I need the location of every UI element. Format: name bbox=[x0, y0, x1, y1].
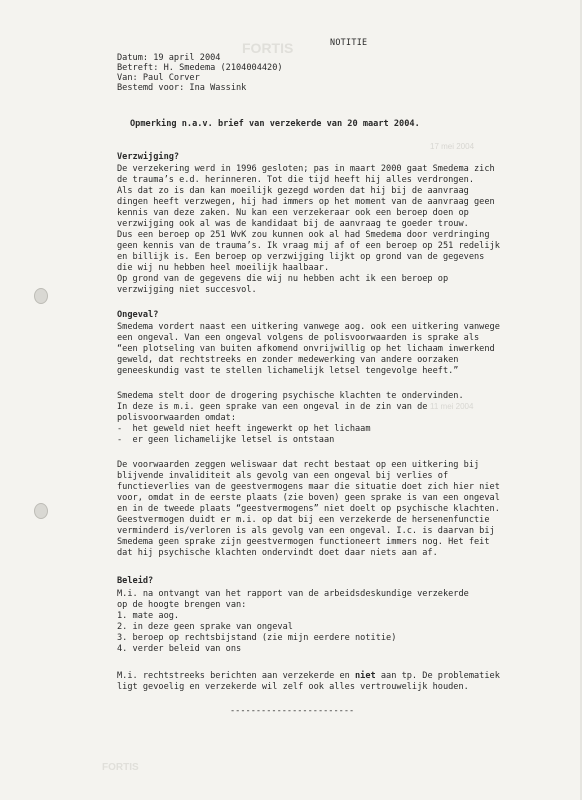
body-line: Smedema stelt door de drogering psychische klachten te ondervinden. bbox=[117, 391, 464, 401]
closing-line: ligt gevoelig en verzekerde wil zelf ook alles vertrouwelijk houden. bbox=[117, 682, 469, 692]
body-line: een ongeval. Van een ongeval volgens de polisvoorwaarden is sprake als bbox=[117, 333, 480, 343]
header-datum: Datum: 19 april 2004 bbox=[117, 53, 221, 63]
body-line: op de hoogte brengen van: bbox=[117, 600, 247, 610]
body-line: blijvende invaliditeit als gevolg van een ongeval bij verlies of bbox=[117, 471, 449, 481]
body-line: dat hij psychische klachten ondervindt doet daar niets aan af. bbox=[117, 548, 438, 558]
punch-hole bbox=[34, 288, 48, 304]
body-line: De voorwaarden zeggen weliswaar dat recht bestaat op een uitkering bij bbox=[117, 460, 480, 470]
body-line: de trauma’s e.d. herinneren. Tot die tijd heeft hij alles verdrongen. bbox=[117, 175, 474, 185]
bleed-through-date: 11 mei 2004 bbox=[430, 402, 474, 411]
body-line: geen kennis van de trauma’s. Ik vraag mij af of een beroep op 251 redelijk bbox=[117, 241, 500, 251]
body-line: Als dat zo is dan kan moeilijk gezegd worden dat hij bij de aanvraag bbox=[117, 186, 469, 196]
body-line: “een plotseling van buiten afkomend onvrijwillig op het lichaam inwerkend bbox=[117, 344, 495, 354]
numbered-item: 2. in deze geen sprake van ongeval bbox=[117, 622, 293, 632]
body-line: polisvoorwaarden omdat: bbox=[117, 413, 236, 423]
body-line: De verzekering werd in 1996 gesloten; pas in maart 2000 gaat Smedema zich bbox=[117, 164, 495, 174]
body-line: geweld, dat rechtstreeks en zonder medewerking van andere oorzaken bbox=[117, 355, 459, 365]
header-bestemd-voor: Bestemd voor: Ina Wassink bbox=[117, 83, 247, 93]
bullet-item: - het geweld niet heeft ingewerkt op het lichaam bbox=[117, 424, 371, 434]
body-line: dingen heeft verzwegen, hij had immers op het moment van de aanvraag geen bbox=[117, 197, 495, 207]
body-line: verzwijging niet succesvol. bbox=[117, 285, 257, 295]
closing-text-a: M.i. rechtstreeks berichten aan verzekerde en bbox=[117, 671, 355, 681]
section-title-beleid: Beleid? bbox=[117, 576, 154, 586]
body-line: kennis van deze zaken. Nu kan een verzekeraar ook een beroep doen op bbox=[117, 208, 469, 218]
document-heading: Opmerking n.a.v. brief van verzekerde van 20 maart 2004. bbox=[130, 119, 420, 129]
numbered-item: 1. mate aog. bbox=[117, 611, 180, 621]
body-line: verzwijging ook al was de kandidaat bij de aanvraag te goeder trouw. bbox=[117, 219, 469, 229]
body-line: verminderd is/verloren is als gevolg van een ongeval. I.c. is daarvan bij bbox=[117, 526, 495, 536]
header-van: Van: Paul Corver bbox=[117, 73, 200, 83]
body-line: M.i. na ontvangt van het rapport van de arbeidsdeskundige verzekerde bbox=[117, 589, 469, 599]
body-line: en in de tweede plaats “geestvermogens” niet doelt op psychische klachten. bbox=[117, 504, 500, 514]
document-title: NOTITIE bbox=[330, 37, 368, 47]
bullet-item: - er geen lichamelijke letsel is ontstaan bbox=[117, 435, 335, 445]
numbered-item: 3. beroep op rechtsbijstand (zie mijn eerdere notitie) bbox=[117, 633, 397, 643]
header-betreft: Betreft: H. Smedema (2104004420) bbox=[117, 63, 283, 73]
body-line: en billijk is. Een beroep op verzwijging lijkt op grond van de gegevens bbox=[117, 252, 485, 262]
body-line: Dus een beroep op 251 WvK zou kunnen ook al had Smedema door verdringing bbox=[117, 230, 490, 240]
numbered-item: 4. verder beleid van ons bbox=[117, 644, 242, 654]
body-line: die wij nu hebben heel moeilijk haalbaar. bbox=[117, 263, 330, 273]
bleed-through-logo: FORTIS bbox=[102, 762, 139, 773]
body-line: Smedema vordert naast een uitkering vanwege aog. ook een uitkering vanwege bbox=[117, 322, 500, 332]
body-line: functieverlies van de geestvermogens maar die situatie doet zich hier niet bbox=[117, 482, 500, 492]
body-line: In deze is m.i. geen sprake van een ongeval in de zin van de bbox=[117, 402, 428, 412]
body-line: geneeskundig vast te stellen lichamelijk letsel tengevolge heeft.” bbox=[117, 366, 459, 376]
bleed-through-date: 17 mei 2004 bbox=[430, 142, 475, 151]
bleed-through-logo: FORTIS bbox=[242, 40, 294, 56]
end-divider: ------------------------ bbox=[230, 706, 355, 716]
body-line: Op grond van de gegevens die wij nu hebben acht ik een beroep op bbox=[117, 274, 449, 284]
closing-emphasis: niet bbox=[355, 671, 376, 681]
body-line: voor, omdat in de eerste plaats (zie boven) geen sprake is van een ongeval bbox=[117, 493, 500, 503]
section-title-ongeval: Ongeval? bbox=[117, 310, 159, 320]
section-title-verzwijging: Verzwijging? bbox=[117, 152, 180, 162]
closing-line bbox=[117, 671, 500, 681]
body-line: Smedema geen sprake zijn geestvermogen functioneert immers nog. Het feit bbox=[117, 537, 490, 547]
punch-hole bbox=[34, 503, 48, 519]
body-line: Geestvermogen duidt er m.i. op dat bij een verzekerde de hersenenfunctie bbox=[117, 515, 490, 525]
closing-text-b: aan tp. De problematiek bbox=[375, 671, 500, 681]
